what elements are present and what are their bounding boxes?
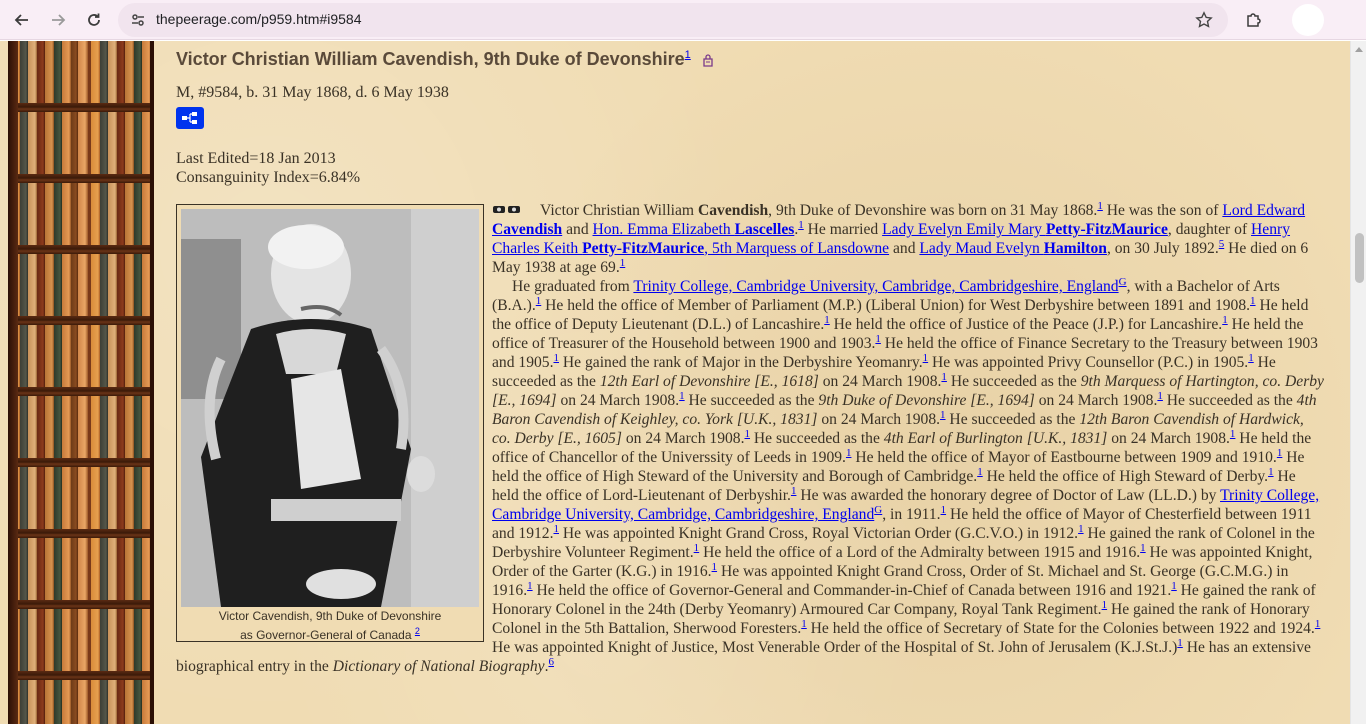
title-reference-link[interactable]: 1	[684, 49, 691, 61]
reference-link[interactable]: 1	[619, 256, 626, 269]
reference-link[interactable]: 1	[824, 313, 830, 326]
bio-text: He graduated from	[512, 278, 634, 295]
bio-text: He was appointed Knight of Justice, Most Venerable Order of the Hospital of St. John of Jerusalem (K.J.St.J.)	[492, 639, 1178, 656]
reference-link[interactable]: 1	[1097, 199, 1103, 212]
reference-link[interactable]: 1	[940, 408, 946, 421]
reference-link[interactable]: 1	[527, 579, 533, 592]
reference-link[interactable]: 1	[798, 218, 804, 231]
bio-text: He was the son of	[1102, 202, 1223, 219]
bio-text: He was awarded the honorary degree of Doctor of Law (LL.D.) by	[796, 487, 1221, 504]
profile-avatar[interactable]	[1292, 4, 1324, 36]
bio-text: He held the office of Mayor of Chesterfield between 1911 and 1912.	[492, 506, 1312, 542]
bio-surname: Cavendish	[697, 202, 769, 219]
bio-text: He gained the rank of Honorary Colonel in the 24th (Derby Yeomanry) Armoured Car Company, Royal Tank Regiment.	[492, 582, 1316, 618]
reload-button[interactable]	[80, 6, 108, 34]
caption-line-2-text: as Governor-General of Canada	[240, 628, 412, 642]
bio-text: on 24 March 1908.	[1034, 392, 1158, 409]
camera-icon	[492, 204, 522, 214]
reference-link[interactable]: 1	[1140, 541, 1146, 554]
glossary-link[interactable]: G	[1118, 275, 1127, 288]
bio-text: He held the office of Finance Secretary to the Treasury between 1903 and 1905.	[492, 335, 1318, 371]
reference-link[interactable]: 1	[1248, 351, 1254, 364]
reference-link[interactable]: 1	[940, 503, 947, 516]
reference-link[interactable]: 1	[801, 617, 807, 630]
bio-text: He held the office of Lord-Lieutenant of Derbyshir.	[492, 468, 1296, 504]
bio-text: , with a Bachelor of Arts (B.A.).	[492, 278, 1280, 314]
bio-text: He was appointed Knight Grand Cross, Royal Victorian Order (G.C.V.O.) in 1912.	[559, 525, 1079, 542]
bio-text: on 24 March 1908.	[817, 411, 941, 428]
forward-button[interactable]	[44, 6, 72, 34]
reference-link[interactable]: 1	[875, 332, 881, 345]
reference-link[interactable]: 1	[922, 351, 929, 364]
bio-text: Victor Christian William	[540, 202, 698, 219]
bookmark-button[interactable]	[1192, 8, 1216, 32]
biography	[176, 201, 1326, 676]
caption-reference-link[interactable]: 2	[414, 626, 420, 636]
title-text: 9th Marquess of Hartington, co. Derby [E., 1694]	[492, 373, 1324, 409]
title-text: 12th Baron Cavendish of Hardwick, co. Derby [E., 1605]	[492, 411, 1304, 447]
shelf-edge	[8, 41, 18, 724]
consanguinity-index: Consanguinity Index=6.84%	[176, 169, 361, 186]
bio-text: He succeeded as the	[684, 392, 819, 409]
bio-text: .	[544, 658, 549, 675]
reference-link[interactable]: 1	[553, 522, 559, 535]
scroll-thumb[interactable]	[1355, 233, 1364, 283]
bio-text: He held the office of Justice of the Peace (J.P.) for Lancashire.	[829, 316, 1223, 333]
bio-text: He held the office of Deputy Lieutenant (D.L.) of Lancashire.	[492, 297, 1309, 333]
scroll-up-arrow[interactable]	[1355, 47, 1363, 52]
bio-text: , daughter of	[1167, 221, 1252, 238]
reference-link[interactable]: 1	[941, 370, 947, 383]
wife-father-link[interactable]: Henry Charles Keith Petty-FitzMaurice, 5th Marquess of Lansdowne	[492, 221, 1291, 257]
reference-link[interactable]: 1	[744, 427, 751, 440]
reference-link[interactable]: 1	[535, 294, 542, 307]
bio-text: He succeeded as the	[492, 354, 1276, 390]
place-link[interactable]: Trinity College, Cambridge University, Cambridge, Cambridgeshire, England	[492, 487, 1320, 523]
bio-text: He died on 6 May 1938 at age 69.	[492, 240, 1309, 276]
reference-link[interactable]: 1	[1177, 636, 1183, 649]
glossary-link[interactable]: G	[874, 503, 883, 516]
reference-link[interactable]: 1	[977, 465, 983, 478]
bio-text: and	[889, 240, 920, 257]
bio-text: on 24 March 1908.	[1107, 430, 1230, 447]
bookshelf-decoration	[8, 41, 154, 724]
bio-text: , 9th Duke of Devonshire was born on 31 May 1868.	[768, 202, 1098, 219]
extensions-button[interactable]	[1240, 6, 1268, 34]
bio-text: He held the office of Member of Parliament (M.P.) (Liberal Union) for West Derbyshire between 1891 and 1908.	[541, 297, 1251, 314]
bio-text: He held the office of Governor-General and Commander-in-Chief of Canada between 1916 and 1921.	[532, 582, 1172, 599]
publication-title: Dictionary of National Biography	[332, 658, 545, 675]
reference-link[interactable]: 1	[679, 389, 685, 402]
reference-link[interactable]: 1	[1157, 389, 1163, 402]
reference-link[interactable]: 1	[1101, 598, 1108, 611]
person-name: Victor Christian William Cavendish, 9th Duke of Devonshire	[176, 49, 685, 69]
wife-link[interactable]: Lady Evelyn Emily Mary Petty-FitzMaurice	[882, 221, 1168, 238]
reference-link[interactable]: 1	[1078, 522, 1084, 535]
reference-link[interactable]: 1	[553, 351, 559, 364]
bio-text: He has an extensive biographical entry in the	[176, 639, 1311, 675]
title-text: 4th Baron Cavendish of Keighley, co. York [U.K., 1831]	[492, 392, 1317, 428]
address-bar[interactable]	[118, 3, 1228, 37]
puzzle-icon	[1245, 11, 1263, 29]
bio-text: He held the office of Secretary of State for the Colonies between 1922 and 1924.	[806, 620, 1315, 637]
title-text: 4th Earl of Burlington [U.K., 1831]	[883, 430, 1108, 447]
portrait-spacer	[176, 201, 492, 641]
bio-text: He held the office of Treasurer of the Household between 1900 and 1903.	[492, 316, 1304, 352]
bio-text: He held the office of Chancellor of the Universsity of Leeds in 1909.	[492, 430, 1312, 466]
bio-text: He succeeded as the	[945, 411, 1080, 428]
title-text: 9th Duke of Devonshire [E., 1694]	[818, 392, 1035, 409]
reference-link[interactable]: 1	[845, 446, 852, 459]
last-edited: Last Edited=18 Jan 2013	[176, 150, 336, 167]
bio-text: He succeeded as the	[750, 430, 884, 447]
wife-mother-link[interactable]: Lady Maud Evelyn Hamilton	[919, 240, 1107, 257]
bio-text: He was appointed Privy Counsellor (P.C.) in 1905.	[928, 354, 1249, 371]
reference-link[interactable]: 1	[1229, 427, 1236, 440]
reference-link[interactable]: 1	[1222, 313, 1228, 326]
bio-text: He married	[803, 221, 883, 238]
bio-text: and	[562, 221, 593, 238]
caption-line-1: Victor Cavendish, 9th Duke of Devonshire	[218, 609, 442, 623]
bio-text: on 24 March 1908.	[556, 392, 680, 409]
title-text: 12th Earl of Devonshire [E., 1618]	[599, 373, 819, 390]
bio-text: , on 30 July 1892.	[1106, 240, 1219, 257]
place-link[interactable]: Trinity College, Cambridge University, Cambridge, Cambridgeshire, England	[633, 278, 1119, 295]
web-page	[0, 41, 1350, 724]
bio-text: He gained the rank of Major in the Derbyshire Yeomanry.	[559, 354, 923, 371]
browser-toolbar	[0, 0, 1366, 40]
bio-text: on 24 March 1908.	[818, 373, 942, 390]
bio-text: He was appointed Knight Grand Cross, Order of St. Michael and St. George (G.C.M.G.) in 1916.	[492, 563, 1289, 599]
family-tree-icon	[181, 111, 199, 125]
url-text[interactable]: thepeerage.com/p959.htm#i9584	[156, 11, 362, 27]
reference-link[interactable]: 1	[1171, 579, 1177, 592]
bio-text: He held the office of Mayor of Eastbourne between 1909 and 1910.	[851, 449, 1277, 466]
reference-link[interactable]: 1	[711, 560, 718, 573]
tune-icon	[130, 12, 146, 28]
reference-link[interactable]: 5	[1218, 237, 1225, 250]
bio-text: He succeeded as the	[1162, 392, 1297, 409]
bio-text: , in 1911.	[882, 506, 941, 523]
bio-text: He gained the rank of Colonel in the Derbyshire Volunteer Regiment.	[492, 525, 1315, 561]
reference-link[interactable]: 1	[1250, 294, 1256, 307]
bio-text: He held the office of a Lord of the Admiralty between 1915 and 1916.	[699, 544, 1141, 561]
bio-text: He succeeded as the	[946, 373, 1081, 390]
father-link[interactable]: Lord Edward Cavendish	[492, 202, 1306, 238]
family-tree-button[interactable]	[176, 107, 204, 129]
bio-text: He held the office of High Steward of Derby.	[982, 468, 1269, 485]
bio-text: He was appointed Knight, Order of the Garter (K.G.) in 1916.	[492, 544, 1313, 580]
person-summary: M, #9584, b. 31 May 1868, d. 6 May 1938	[176, 84, 449, 101]
reference-link[interactable]: 1	[1276, 446, 1283, 459]
site-info-button[interactable]	[126, 8, 150, 32]
edit-info	[176, 149, 360, 187]
reference-link[interactable]: 1	[1268, 465, 1274, 478]
star-icon	[1195, 11, 1213, 29]
bio-text: .	[794, 221, 799, 238]
arrow-left-icon	[14, 12, 30, 28]
page-scrollbar[interactable]	[1350, 41, 1366, 724]
mother-link[interactable]: Hon. Emma Elizabeth Lascelles	[592, 221, 795, 238]
reference-link[interactable]: 6	[548, 655, 554, 668]
arrow-right-icon	[50, 12, 66, 28]
reference-link[interactable]: 1	[790, 484, 797, 497]
bio-text: He held the office of High Steward of the University and Borough of Cambridge.	[492, 449, 1305, 485]
lock-icon[interactable]	[702, 53, 714, 67]
back-button[interactable]	[8, 6, 36, 34]
bio-text: He gained the rank of Honorary Colonel in the 5th Battalion, Sherwood Foresters.	[492, 601, 1310, 637]
reference-link[interactable]: 1	[1314, 617, 1321, 630]
reload-icon	[86, 12, 102, 28]
bio-text: on 24 March 1908.	[621, 430, 745, 447]
reference-link[interactable]: 1	[693, 541, 700, 554]
person-title	[176, 45, 714, 70]
